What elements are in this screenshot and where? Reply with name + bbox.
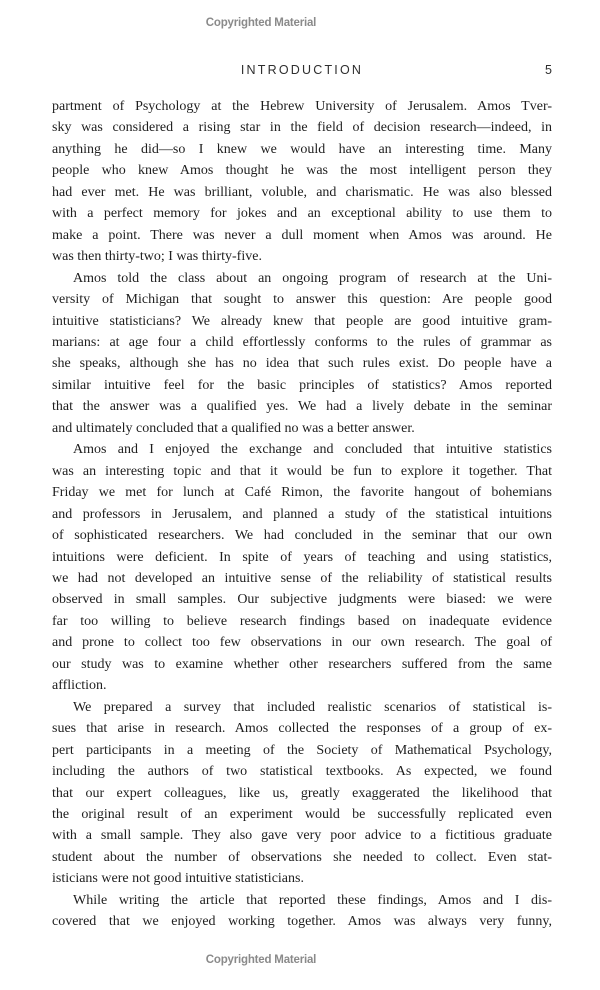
text-line: versity of Michigan that sought to answer this question: Are people good	[52, 292, 552, 308]
text-line: anything he did—so I knew we would have an interesting time. Many	[52, 141, 552, 157]
text-line: intuitive statisticians? We already knew that people are good intuitive gram-	[52, 313, 552, 329]
text-line: people who knew Amos thought he was the most intelligent person they	[52, 163, 552, 179]
body-text	[52, 96, 552, 933]
text-line: including the authors of two statistical textbooks. As expected, we found	[52, 764, 552, 780]
text-line: make a point. There was never a dull moment when Amos was around. He	[52, 227, 552, 243]
text-line: Amos and I enjoyed the exchange and concluded that intuitive statistics	[73, 442, 552, 458]
paragraph	[52, 439, 552, 696]
text-line: similar intuitive feel for the basic principles of statistics? Amos reported	[52, 377, 552, 393]
text-line: far too willing to believe research findings based on inadequate evidence	[52, 613, 552, 629]
text-line: While writing the article that reported these findings, Amos and I dis-	[73, 892, 552, 908]
text-line: and ultimately concluded that a qualified no was a better answer.	[52, 420, 415, 436]
text-line: covered that we enjoyed working together. Amos was always very funny,	[52, 914, 552, 930]
text-line: Amos told the class about an ongoing program of research at the Uni-	[73, 270, 552, 286]
text-line: Friday we met for lunch at Café Rimon, the favorite hangout of bohemians	[52, 485, 552, 501]
text-line: with a small sample. They also gave very poor advice to a fictitious graduate	[52, 828, 552, 844]
copyright-watermark-top: Copyrighted Material	[205, 17, 317, 29]
text-line: intuitions were deficient. In spite of years of teaching and using statistics,	[52, 549, 552, 565]
running-head	[52, 63, 552, 81]
text-line: was then thirty-two; I was thirty-five.	[52, 249, 262, 265]
text-line: and professors in Jerusalem, and planned a study of the statistical intuitions	[52, 506, 552, 522]
text-line: that the answer was a qualified yes. We had a lively debate in the seminar	[52, 399, 552, 415]
text-line: isticians were not good intuitive statisticians.	[52, 871, 304, 887]
text-line: marians: at age four a child effortlessly conforms to the rules of grammar as	[52, 334, 552, 350]
text-line: that our expert colleagues, like us, greatly exaggerated the likelihood that	[52, 785, 552, 801]
page-number: 5	[545, 63, 552, 77]
paragraph	[52, 890, 552, 933]
text-line: our study was to examine whether other researchers suffered from the same	[52, 656, 552, 672]
text-line: affliction.	[52, 678, 107, 694]
copyright-watermark-bottom: Copyrighted Material	[205, 954, 317, 966]
chapter-title: INTRODUCTION	[240, 63, 364, 77]
paragraph	[52, 697, 552, 890]
text-line: we had not developed an intuitive sense of the reliability of statistical results	[52, 570, 552, 586]
text-line: student about the number of observations she needed to collect. Even stat-	[52, 849, 552, 865]
text-line: with a perfect memory for jokes and an exceptional ability to use them to	[52, 206, 552, 222]
text-line: was an interesting topic and that it would be fun to explore it together. That	[52, 463, 552, 479]
text-line: and prone to collect too few observations in our own research. The goal of	[52, 635, 552, 651]
text-line: the original result of an experiment would be successfully replicated even	[52, 806, 552, 822]
text-line: of sophisticated researchers. We had concluded in the seminar that our own	[52, 528, 552, 544]
paragraph	[52, 268, 552, 440]
text-line: partment of Psychology at the Hebrew University of Jerusalem. Amos Tver-	[52, 99, 552, 114]
text-line: sky was considered a rising star in the field of decision research—indeed, in	[52, 120, 552, 136]
text-line: had ever met. He was brilliant, voluble, and charismatic. He was also blessed	[52, 184, 552, 200]
text-line: We prepared a survey that included realistic scenarios of statistical is-	[73, 699, 552, 715]
text-line: she speaks, although she has no idea that such rules exist. Do people have a	[52, 356, 552, 372]
text-line: observed in small samples. Our subjective judgments were biased: we were	[52, 592, 552, 608]
text-line: pert participants in a meeting of the Society of Mathematical Psychology,	[52, 742, 552, 758]
text-line: sues that arise in research. Amos collected the responses of a group of ex-	[52, 721, 552, 737]
paragraph	[52, 96, 552, 268]
